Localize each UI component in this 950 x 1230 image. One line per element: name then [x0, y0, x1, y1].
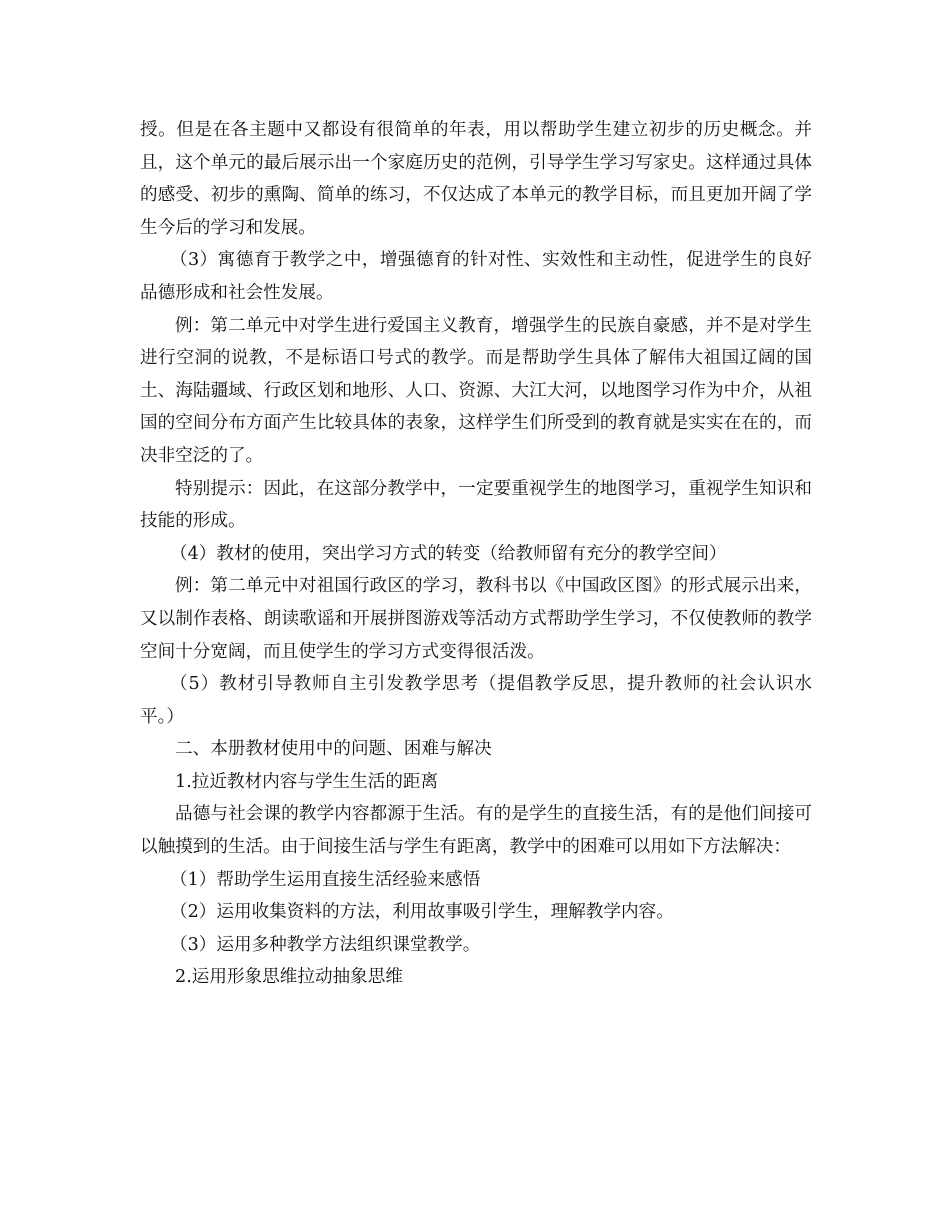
- subsection-heading: 2.运用形象思维拉动抽象思维: [175, 967, 403, 988]
- document-page: [140, 114, 812, 994]
- paragraph: 授。但是在各主题中又都设有很简单的年表，用以帮助学生建立初步的历史概念。并且，这个单元的最后展示出一个家庭历史的范例，引导学生学习写家史。这样通过具体的感受、初步的熏陶、简单的练习，不仅达成了本单元的教学目标，而且更加开阔了学生今后的学习和发展。: [140, 120, 812, 238]
- list-item: （1）帮助学生运用直接生活经验来感悟: [170, 869, 481, 890]
- paragraph: 品德与社会课的教学内容都源于生活。有的是学生的直接生活，有的是他们间接可以触摸到的生活。由于间接生活与学生有距离，教学中的困难可以用如下方法解决：: [140, 804, 812, 858]
- paragraph: （5）教材引导教师自主引发教学思考（提倡教学反思，提升教师的社会认识水平。）: [140, 674, 812, 727]
- paragraph: （3）寓德育于教学之中，增强德育的针对性、实效性和主动性，促进学生的良好品德形成和社会性发展。: [140, 250, 812, 303]
- section-heading: 二、本册教材使用中的问题、困难与解决: [175, 739, 492, 760]
- subsection-heading: 1.拉近教材内容与学生生活的距离: [175, 771, 439, 792]
- paragraph: （4）教材的使用，突出学习方式的转变（给教师留有充分的教学空间）: [170, 543, 727, 564]
- list-item: （3）运用多种教学方法组织课堂教学。: [170, 934, 481, 955]
- paragraph: 特别提示：因此，在这部分教学中，一定要重视学生的地图学习，重视学生知识和技能的形成。: [140, 478, 812, 532]
- paragraph: 例：第二单元中对祖国行政区的学习，教科书以《中国政区图》的形式展示出来，又以制作表格、朗读歌谣和开展拼图游戏等活动方式帮助学生学习，不仅使教师的教学空间十分宽阔，而且使学生的学习方式变得很活泼。: [140, 576, 812, 662]
- paragraph: 例：第二单元中对学生进行爱国主义教育，增强学生的民族自豪感，并不是对学生进行空洞的说教，不是标语口号式的教学。而是帮助学生具体了解伟大祖国辽阔的国土、海陆疆域、行政区划和地形、人口、资源、大江大河，以地图学习作为中介，从祖国的空间分布方面产生比较具体的表象，这样学生们所受到的教育就是实实在在的，而决非空泛的了。: [140, 315, 812, 466]
- list-item: （2）运用收集资料的方法，利用故事吸引学生，理解教学内容。: [170, 902, 674, 923]
